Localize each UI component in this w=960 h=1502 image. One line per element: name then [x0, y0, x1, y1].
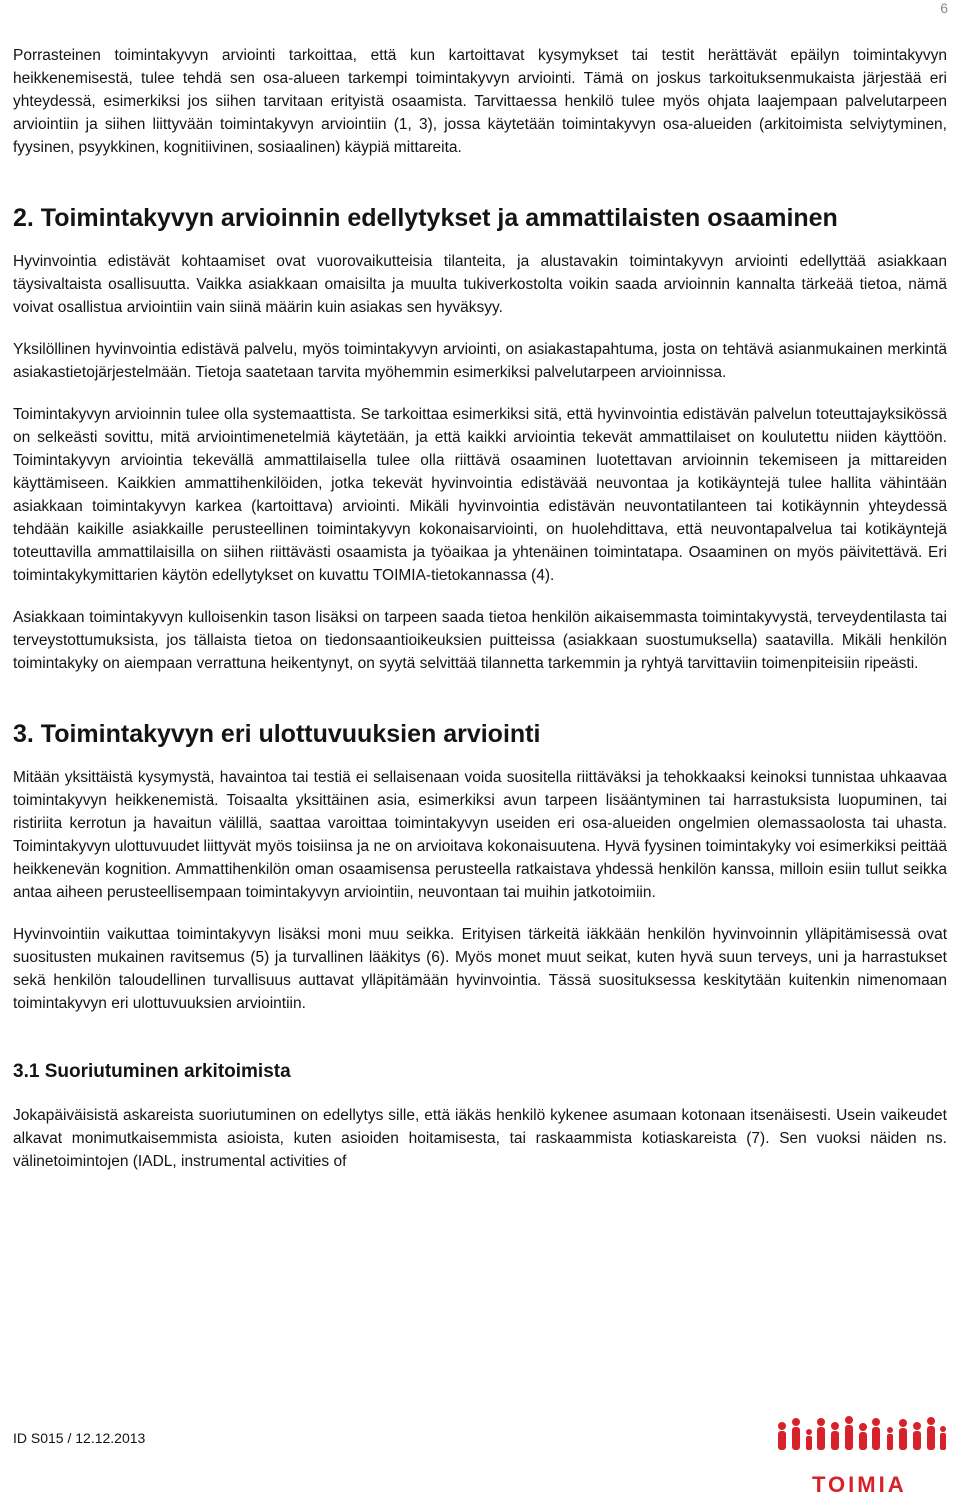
section-2-paragraph: Yksilöllinen hyvinvointia edistävä palvelu, myös toimintakyvyn arviointi, on asiakastapahtuma, josta on tehtävä asianmukainen merkintä asiakastietojärjestelmään. Tietoja saatetaan tarvita myöhemmin esimerkiksi palvelutarpeen arvioinnissa.: [13, 341, 947, 381]
section-2-paragraph: Toimintakyvyn arvioinnin tulee olla systemaattista. Se tarkoittaa esimerkiksi sitä, että hyvinvointia edistävän palvelun toteuttajayksikössä on selkeästi sovittu, mitä arviointimenetelmiä käytetään, ja että kaikki arviointia tekevät ammattilaiset on koulutettu niiden käyttöön. Toimintakyvyn arviointia tekevällä ammattilaisella tulee olla riittävä osaaminen luotettavan arvioinnin tekemiseen ja mittareiden käyttämiseen. Kaikkien ammattihenkilöiden, jotka tekevät hyvinvointia edistävää neuvontaa ja kotikäyntejä tulee hallita vähintään asiakkaan toimintakyvyn karkea (kartoittava) arviointi. Mikäli hyvinvointia edistävän neuvontatilanteen tai kotikäynnin yhteydessä tehdään kaikille asiakkaille perusteellinen toimintakyvyn kokonaisarviointi, on huolehdittava, että neuvontapalvelua tai kotikäyntejä toteuttavilla ammattilaisilla on siihen riittävästi osaamista ja työaikaa ja yhtenäinen toimintatapa. Osaaminen on myös päivitettävä. Eri toimintakykymittarien käytön edellytykset on kuvattu TOIMIA-tietokannassa (4).: [13, 406, 947, 584]
section-3-paragraph: Hyvinvointiin vaikuttaa toimintakyvyn lisäksi moni muu seikka. Erityisen tärkeitä iäkkään henkilön hyvinvoinnin ylläpitämisessä ovat suositusten mukainen ravitsemus (5) ja turvallinen lääkitys (6). Myös monet muut seikat, kuten hyvä suun terveys, uni ja harrastukset sekä henkilön taloudellinen turvallisuus auttavat ylläpitämään hyvinvointia. Tässä suosituksessa keskitytään kuitenkin nimenomaan toimintakyvyn eri ulottuvuuksien arviointiin.: [13, 926, 947, 1012]
document-body: [13, 44, 947, 1173]
section-2-paragraph: Hyvinvointia edistävät kohtaamiset ovat vuorovaikutteisia tilanteita, ja alustavakin toimintakyvyn arviointi edellyttää asiakkaan täysivaltaista osallisuutta. Vaikka asiakkaan omaisilta ja muulta tukiverkostolta voikin saada arvioinnin kannalta tärkeää tietoa, nämä voivat osallistua arviointiin vain siinä määrin kuin asiakas sen hyväksyy.: [13, 253, 947, 316]
section-3-heading: 3. Toimintakyvyn eri ulottuvuuksien arviointi: [13, 720, 541, 748]
section-2-paragraph: Asiakkaan toimintakyvyn kulloisenkin tason lisäksi on tarpeen saada tietoa henkilön aikaisemmasta toimintakyvystä, terveydentilasta tai terveystottumuksista, jos tällaista tietoa on tiedonsaantioikeuksien puitteissa (asiakkaan suostumuksella) saatavilla. Mikäli henkilön toimintakyky on aiempaan verrattuna heikentynyt, on syytä selvittää tilannetta tarkemmin ja ryhtyä tarvittaviin toimenpiteisiin ripeästi.: [13, 609, 947, 672]
section-3-1-paragraph: Jokapäiväisistä askareista suoriutuminen on edellytys sille, että iäkäs henkilö kykenee asumaan kotonaan itsenäisesti. Usein vaikeudet alkavat monimutkaisemmista asioista, kuten asioiden hoitamisesta, tai raskaammista kotiaskareista (7). Sen vuoksi näiden ns. välinetoimintojen (IADL, instrumental activities of: [13, 1107, 947, 1170]
toimia-logo-text: TOIMIA: [812, 1472, 907, 1497]
section-2-heading: 2. Toimintakyvyn arvioinnin edellytykset ja ammattilaisten osaaminen: [13, 204, 838, 232]
footer-document-id: ID S015 / 12.12.2013: [13, 1430, 146, 1446]
section-3-1-heading: 3.1 Suoriutuminen arkitoimista: [13, 1061, 291, 1082]
intro-paragraph: Porrasteinen toimintakyvyn arviointi tarkoittaa, että kun kartoittavat kysymykset tai testit herättävät epäilyn toimintakyvyn heikkenemisestä, tulee tehdä sen osa-alueen tarkempi toimintakyvyn arviointi. Tämä on joskus tarkoituksenmukaista järjestää eri yhteydessä, esimerkiksi jos siihen tarvitaan erityistä osaamista. Tarvittaessa henkilö tulee myös ohjata laajempaan palvelutarpeen arviointiin ja siihen liittyvään toimintakyvyn arviointiin (1, 3), jossa käytetään toimintakyvyn osa-alueiden (arkitoimista selviytyminen, fyysinen, psyykkinen, kognitiivinen, sosiaalinen) käypiä mittareita.: [13, 47, 947, 156]
page-number: 6: [940, 0, 948, 16]
section-3-paragraph: Mitään yksittäistä kysymystä, havaintoa tai testiä ei sellaisenaan voida suositella riittäväksi ja tehokkaaksi keinoksi tunnistaa uhkaavaa toimintakyvyn heikkenemistä. Toisaalta yksittäinen asia, esimerkiksi avun tarpeen lisääntyminen tai harrastuksista luopuminen, tai ristiriita kerrotun ja havaitun välillä, saattaa varoittaa toimintakyvyn useiden eri osa-alueiden ongelmien olemassaolosta tai uhasta. Toimintakyvyn ulottuvuudet liittyvät myös toisiinsa ja ne on arvioitava kokonaisuutena. Hyvä fyysinen toimintakyky voi esimerkiksi peittää heikkenevän kognition. Ammattihenkilön oman osaamisensa perusteella ratkaistava yhdessä henkilön kanssa, milloin esiin tullut seikka antaa aiheen perusteellisempaan toimintakyvyn arviointiin, neuvontaan tai muihin jatkotoimiin.: [13, 769, 947, 901]
